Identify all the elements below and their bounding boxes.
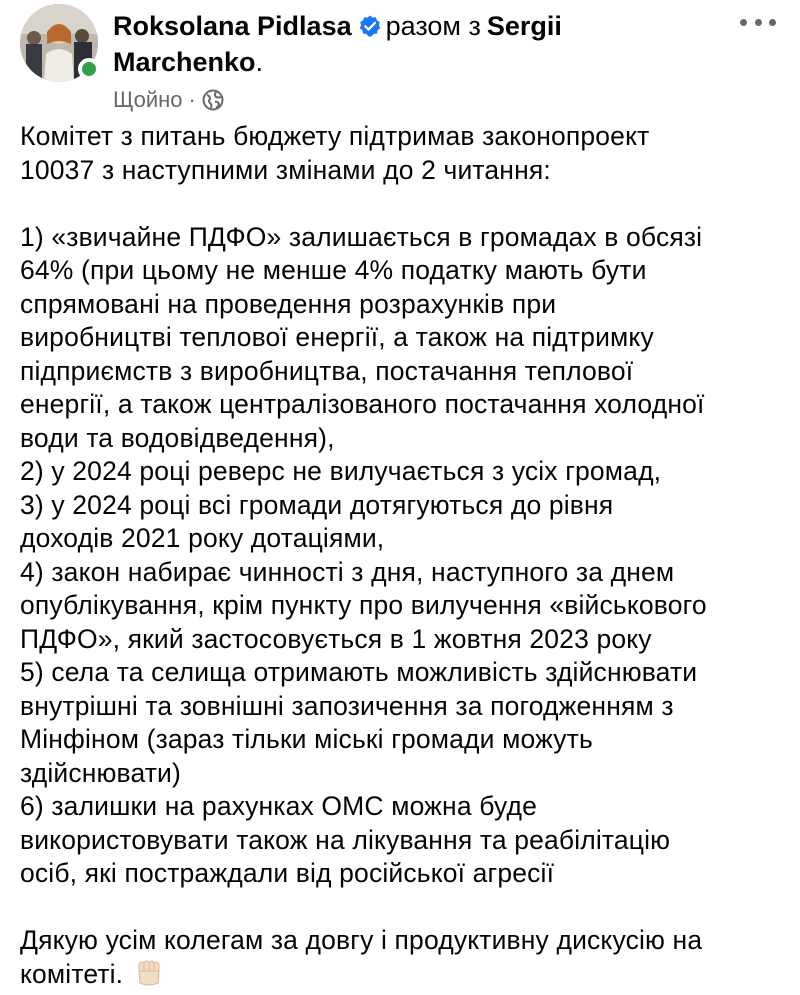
more-options-icon[interactable] (740, 12, 776, 32)
post-line: 5) села та селища отримають можливість здійснювати (20, 657, 698, 687)
post-line: 10037 з наступними змінами до 2 читання: (20, 154, 551, 185)
post-line: Дякую усім колегам за довгу і продуктивну дискусію на (20, 925, 703, 955)
verified-badge-icon (358, 11, 382, 35)
post-line: 64% (при цьому не менше 4% податку мають бути (20, 255, 647, 285)
post-line: спрямовані на проведення розрахунків при (20, 288, 557, 319)
meta-separator: · (188, 87, 196, 112)
post-line: ПДФО», який застосовується в 1 жовтня 2023 року (20, 623, 652, 654)
post-header (113, 8, 713, 80)
post-line: виробництві теплової енергії, а також на підтримку (20, 322, 654, 352)
post-line: води та водовідведення), (20, 422, 335, 453)
author-avatar[interactable] (20, 4, 100, 84)
post-line: доходів 2021 року дотаціями, (20, 523, 385, 553)
post-line: здійснювати) (20, 757, 181, 788)
with-label: разом з (385, 11, 481, 41)
raised-fist-icon (133, 959, 163, 987)
post-line-last (20, 958, 790, 992)
post-line: підприємств з виробництва, постачання теплової (20, 355, 634, 386)
post-line: осіб, які постраждали від російської агресії (20, 858, 555, 888)
post-line: 2) у 2024 році реверс не вилучається з усіх громад, (20, 456, 662, 486)
post-timestamp[interactable]: Щойно (113, 87, 183, 112)
post-line: використовувати також на лікування та реабілітацію (20, 824, 671, 855)
author-name[interactable]: Roksolana Pidlasa (113, 11, 352, 41)
post-line: 3) у 2024 році всі громади дотягуються до рівня (20, 489, 614, 520)
post-line: 4) закон набирає чинності з дня, наступного за днем (20, 556, 675, 587)
post-line-blank (20, 891, 790, 925)
online-status-dot (78, 58, 100, 80)
post-line-blank (20, 187, 790, 221)
post-line: опублікування, крім пункту про вилучення «військового (20, 590, 707, 620)
post-line: Комітет з питань бюджету підтримав законопроект (20, 121, 650, 151)
post-line: внутрішні та зовнішні запозичення за погодженням з (20, 690, 674, 721)
post-line-text: комітеті. (20, 958, 124, 989)
globe-icon[interactable] (202, 89, 224, 111)
tagged-person-name[interactable]: Sergii Marchenko (113, 11, 562, 77)
post-text (20, 120, 790, 991)
post-line: Мінфіном (зараз тільки міські громади можуть (20, 724, 593, 754)
post-line: 1) «звичайне ПДФО» залишається в громадах в обсязі (20, 221, 703, 252)
post-line: енергії, а також централізованого постачання холодної (20, 389, 705, 419)
post-meta (113, 86, 224, 114)
post-line: 6) залишки на рахунках ОМС можна буде (20, 791, 537, 821)
header-suffix: . (255, 47, 264, 77)
